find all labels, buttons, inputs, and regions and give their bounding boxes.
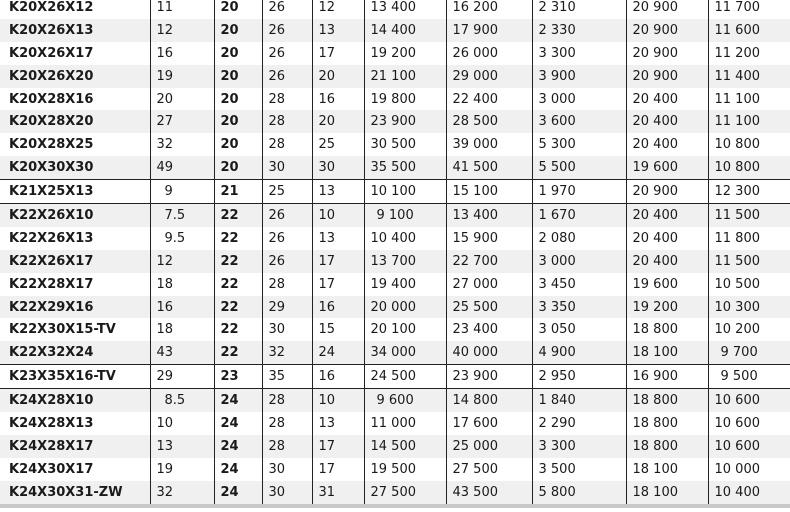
cell-reference-speed: 10 600 xyxy=(708,435,790,458)
cell-outer-diameter: 26 xyxy=(262,42,312,65)
cell-mass: 43 xyxy=(150,341,214,364)
cell-outer-diameter: 28 xyxy=(262,412,312,435)
cell-limiting-speed: 20 400 xyxy=(626,133,708,156)
cell-fatigue-load-limit: 2 080 xyxy=(532,227,626,250)
cell-width: 15 xyxy=(312,318,364,341)
cell-width: 24 xyxy=(312,341,364,364)
cell-shaft-diameter: 20 xyxy=(214,42,262,65)
cell-dynamic-load-rating: 20 000 xyxy=(364,296,446,319)
cell-limiting-speed: 20 900 xyxy=(626,180,708,204)
cell-fatigue-load-limit: 2 950 xyxy=(532,365,626,389)
cell-shaft-diameter: 20 xyxy=(214,110,262,133)
cell-mass: 8.5 xyxy=(150,389,214,412)
cell-reference-speed: 12 300 xyxy=(708,180,790,204)
cell-designation: K22X29X16 xyxy=(0,296,150,319)
cell-static-load-rating: 28 500 xyxy=(446,110,532,133)
cell-outer-diameter: 30 xyxy=(262,156,312,179)
cell-shaft-diameter: 22 xyxy=(214,341,262,364)
cell-mass: 32 xyxy=(150,133,214,156)
cell-outer-diameter: 28 xyxy=(262,389,312,412)
cell-designation: K22X32X24 xyxy=(0,341,150,364)
cell-limiting-speed: 20 400 xyxy=(626,227,708,250)
cell-designation: K24X30X17 xyxy=(9,461,94,477)
table-row xyxy=(0,318,790,341)
cell-limiting-speed: 19 600 xyxy=(626,156,708,179)
table-row xyxy=(0,110,790,133)
cell-width: 10 xyxy=(312,389,364,412)
cell-width: 17 xyxy=(312,42,364,65)
cell-shaft-diameter: 24 xyxy=(214,481,262,506)
table-row xyxy=(0,341,790,364)
cell-width: 17 xyxy=(312,250,364,273)
cell-dynamic-load-rating: 21 100 xyxy=(364,65,446,88)
cell-designation: K20X26X20 xyxy=(0,65,150,88)
cell-mass: 32 xyxy=(150,481,214,506)
cell-outer-diameter: 30 xyxy=(262,318,312,341)
cell-static-load-rating: 22 700 xyxy=(446,250,532,273)
cell-fatigue-load-limit: 5 300 xyxy=(532,133,626,156)
cell-designation: K22X28X17 xyxy=(9,276,94,292)
cell-reference-speed: 11 500 xyxy=(708,204,790,227)
cell-reference-speed: 10 500 xyxy=(708,273,790,296)
cell-designation: K22X26X13 xyxy=(9,230,94,246)
table-row xyxy=(0,133,790,156)
cell-limiting-speed: 18 800 xyxy=(626,318,708,341)
cell-dynamic-load-rating: 19 200 xyxy=(364,42,446,65)
cell-reference-speed: 10 600 xyxy=(708,412,790,435)
cell-reference-speed: 9 500 xyxy=(708,365,790,389)
cell-static-load-rating: 23 900 xyxy=(446,365,532,389)
cell-fatigue-load-limit: 2 330 xyxy=(532,19,626,42)
cell-reference-speed: 11 400 xyxy=(708,65,790,88)
cell-outer-diameter: 26 xyxy=(262,250,312,273)
cell-shaft-diameter: 20 xyxy=(214,156,262,179)
cell-mass: 19 xyxy=(150,458,214,481)
cell-mass: 18 xyxy=(150,273,214,296)
cell-static-load-rating: 25 000 xyxy=(446,435,532,458)
cell-dynamic-load-rating: 23 900 xyxy=(364,110,446,133)
cell-dynamic-load-rating: 13 700 xyxy=(364,250,446,273)
cell-mass: 16 xyxy=(150,296,214,319)
cell-dynamic-load-rating: 11 000 xyxy=(364,412,446,435)
cell-width: 30 xyxy=(312,156,364,179)
table-row xyxy=(0,250,790,273)
cell-reference-speed: 11 100 xyxy=(708,110,790,133)
cell-static-load-rating: 29 000 xyxy=(446,65,532,88)
cell-shaft-diameter: 24 xyxy=(214,412,262,435)
cell-reference-speed: 10 300 xyxy=(708,296,790,319)
table-row xyxy=(0,435,790,458)
cell-dynamic-load-rating: 9 600 xyxy=(364,389,446,412)
cell-mass: 16 xyxy=(150,42,214,65)
cell-reference-speed: 11 100 xyxy=(708,88,790,111)
cell-width: 25 xyxy=(312,133,364,156)
cell-shaft-diameter: 24 xyxy=(214,389,262,412)
cell-fatigue-load-limit: 3 000 xyxy=(532,250,626,273)
cell-shaft-diameter: 20 xyxy=(214,133,262,156)
cell-dynamic-load-rating: 24 500 xyxy=(364,365,446,389)
cell-shaft-diameter: 20 xyxy=(214,19,262,42)
cell-reference-speed: 10 400 xyxy=(708,481,790,506)
cell-dynamic-load-rating: 10 400 xyxy=(364,227,446,250)
cell-outer-diameter: 28 xyxy=(262,88,312,111)
table-row xyxy=(0,365,790,389)
cell-shaft-diameter: 22 xyxy=(214,296,262,319)
table-row xyxy=(0,273,790,296)
cell-shaft-diameter: 20 xyxy=(214,88,262,111)
cell-mass: 13 xyxy=(150,435,214,458)
cell-designation: K20X26X12 xyxy=(9,0,94,15)
cell-limiting-speed: 18 800 xyxy=(626,435,708,458)
cell-limiting-speed: 20 900 xyxy=(626,0,708,19)
cell-width: 13 xyxy=(312,412,364,435)
cell-width: 16 xyxy=(312,296,364,319)
cell-outer-diameter: 28 xyxy=(262,110,312,133)
cell-fatigue-load-limit: 1 670 xyxy=(532,204,626,227)
cell-designation: K24X28X10 xyxy=(0,389,150,412)
cell-static-load-rating: 14 800 xyxy=(446,389,532,412)
cell-shaft-diameter: 23 xyxy=(214,365,262,389)
cell-dynamic-load-rating: 34 000 xyxy=(364,341,446,364)
cell-limiting-speed: 19 600 xyxy=(626,273,708,296)
cell-reference-speed: 10 600 xyxy=(708,389,790,412)
cell-dynamic-load-rating: 14 500 xyxy=(364,435,446,458)
cell-limiting-speed: 19 200 xyxy=(626,296,708,319)
cell-outer-diameter: 29 xyxy=(262,296,312,319)
cell-fatigue-load-limit: 3 900 xyxy=(532,65,626,88)
table-row xyxy=(0,88,790,111)
cell-dynamic-load-rating: 9 100 xyxy=(364,204,446,227)
cell-mass: 20 xyxy=(150,88,214,111)
cell-reference-speed: 11 800 xyxy=(708,227,790,250)
cell-width: 13 xyxy=(312,19,364,42)
cell-designation: K20X30X30 xyxy=(0,156,150,179)
cell-limiting-speed: 20 400 xyxy=(626,250,708,273)
cell-static-load-rating: 27 500 xyxy=(446,458,532,481)
cell-shaft-diameter: 20 xyxy=(214,0,262,19)
cell-dynamic-load-rating: 19 400 xyxy=(364,273,446,296)
cell-static-load-rating: 22 400 xyxy=(446,88,532,111)
cell-reference-speed: 10 800 xyxy=(708,156,790,179)
cell-outer-diameter: 26 xyxy=(262,227,312,250)
cell-fatigue-load-limit: 1 970 xyxy=(532,180,626,204)
table-row xyxy=(0,389,790,412)
cell-static-load-rating: 13 400 xyxy=(446,204,532,227)
cell-fatigue-load-limit: 3 300 xyxy=(532,42,626,65)
cell-width: 13 xyxy=(312,180,364,204)
cell-fatigue-load-limit: 3 050 xyxy=(532,318,626,341)
table-row xyxy=(0,65,790,88)
cell-static-load-rating: 16 200 xyxy=(446,0,532,19)
cell-fatigue-load-limit: 3 000 xyxy=(532,88,626,111)
cell-limiting-speed: 20 400 xyxy=(626,110,708,133)
table-row xyxy=(0,481,790,506)
cell-outer-diameter: 26 xyxy=(262,65,312,88)
cell-width: 20 xyxy=(312,110,364,133)
table-row xyxy=(0,0,790,19)
cell-limiting-speed: 20 900 xyxy=(626,42,708,65)
cell-fatigue-load-limit: 1 840 xyxy=(532,389,626,412)
cell-mass: 7.5 xyxy=(150,204,214,227)
cell-designation: K24X28X17 xyxy=(0,435,150,458)
cell-static-load-rating: 39 000 xyxy=(446,133,532,156)
cell-mass: 12 xyxy=(150,19,214,42)
cell-static-load-rating: 27 000 xyxy=(446,273,532,296)
cell-mass: 9.5 xyxy=(150,227,214,250)
cell-dynamic-load-rating: 13 400 xyxy=(364,0,446,19)
cell-dynamic-load-rating: 19 500 xyxy=(364,458,446,481)
cell-width: 31 xyxy=(312,481,364,506)
table-row xyxy=(0,458,790,481)
cell-mass: 19 xyxy=(150,65,214,88)
cell-width: 10 xyxy=(312,204,364,227)
cell-static-load-rating: 41 500 xyxy=(446,156,532,179)
cell-limiting-speed: 20 900 xyxy=(626,65,708,88)
cell-static-load-rating: 25 500 xyxy=(446,296,532,319)
cell-shaft-diameter: 22 xyxy=(214,227,262,250)
cell-static-load-rating: 17 600 xyxy=(446,412,532,435)
cell-static-load-rating: 17 900 xyxy=(446,19,532,42)
cell-reference-speed: 11 700 xyxy=(708,0,790,19)
cell-outer-diameter: 26 xyxy=(262,204,312,227)
cell-static-load-rating: 40 000 xyxy=(446,341,532,364)
cell-shaft-diameter: 24 xyxy=(214,435,262,458)
cell-limiting-speed: 20 900 xyxy=(626,19,708,42)
table-row xyxy=(0,156,790,179)
cell-outer-diameter: 25 xyxy=(262,180,312,204)
cell-outer-diameter: 26 xyxy=(262,19,312,42)
cell-shaft-diameter: 22 xyxy=(214,250,262,273)
cell-width: 17 xyxy=(312,435,364,458)
cell-designation: K20X28X16 xyxy=(9,91,94,107)
table-row xyxy=(0,227,790,250)
cell-fatigue-load-limit: 2 310 xyxy=(532,0,626,19)
cell-shaft-diameter: 20 xyxy=(214,65,262,88)
cell-designation: K22X26X17 xyxy=(0,250,150,273)
cell-designation: K20X26X13 xyxy=(0,19,150,42)
cell-dynamic-load-rating: 30 500 xyxy=(364,133,446,156)
cell-static-load-rating: 43 500 xyxy=(446,481,532,506)
cell-mass: 29 xyxy=(150,365,214,389)
cell-designation: K20X28X20 xyxy=(0,110,150,133)
cell-reference-speed: 11 500 xyxy=(708,250,790,273)
cell-reference-speed: 10 000 xyxy=(708,458,790,481)
cell-dynamic-load-rating: 14 400 xyxy=(364,19,446,42)
cell-width: 20 xyxy=(312,65,364,88)
cell-dynamic-load-rating: 19 800 xyxy=(364,88,446,111)
cell-outer-diameter: 26 xyxy=(262,0,312,19)
table-row xyxy=(0,204,790,227)
table-row xyxy=(0,19,790,42)
cell-limiting-speed: 18 800 xyxy=(626,389,708,412)
cell-outer-diameter: 30 xyxy=(262,458,312,481)
cell-designation: K22X30X15-TV xyxy=(9,322,116,338)
cell-static-load-rating: 15 100 xyxy=(446,180,532,204)
cell-reference-speed: 11 200 xyxy=(708,42,790,65)
cell-fatigue-load-limit: 3 350 xyxy=(532,296,626,319)
cell-shaft-diameter: 22 xyxy=(214,318,262,341)
cell-dynamic-load-rating: 35 500 xyxy=(364,156,446,179)
cell-width: 17 xyxy=(312,458,364,481)
table-row xyxy=(0,42,790,65)
cell-outer-diameter: 30 xyxy=(262,481,312,506)
table-row xyxy=(0,412,790,435)
cell-width: 16 xyxy=(312,365,364,389)
cell-mass: 11 xyxy=(150,0,214,19)
cell-width: 12 xyxy=(312,0,364,19)
cell-designation: K24X28X13 xyxy=(9,415,94,431)
cell-static-load-rating: 26 000 xyxy=(446,42,532,65)
cell-dynamic-load-rating: 20 100 xyxy=(364,318,446,341)
cell-outer-diameter: 28 xyxy=(262,273,312,296)
cell-outer-diameter: 28 xyxy=(262,435,312,458)
cell-width: 16 xyxy=(312,88,364,111)
table-row xyxy=(0,296,790,319)
cell-limiting-speed: 18 100 xyxy=(626,458,708,481)
cell-reference-speed: 9 700 xyxy=(708,341,790,364)
cell-outer-diameter: 28 xyxy=(262,133,312,156)
cell-width: 13 xyxy=(312,227,364,250)
cell-dynamic-load-rating: 10 100 xyxy=(364,180,446,204)
cell-designation: K22X26X10 xyxy=(0,204,150,227)
cell-shaft-diameter: 21 xyxy=(214,180,262,204)
cell-shaft-diameter: 22 xyxy=(214,204,262,227)
cell-static-load-rating: 15 900 xyxy=(446,227,532,250)
cell-mass: 12 xyxy=(150,250,214,273)
cell-limiting-speed: 20 400 xyxy=(626,204,708,227)
cell-limiting-speed: 18 100 xyxy=(626,341,708,364)
cell-mass: 10 xyxy=(150,412,214,435)
cell-fatigue-load-limit: 5 800 xyxy=(532,481,626,506)
cell-mass: 9 xyxy=(150,180,214,204)
cell-width: 17 xyxy=(312,273,364,296)
cell-designation: K21X25X13 xyxy=(0,180,150,204)
cell-mass: 49 xyxy=(150,156,214,179)
cell-fatigue-load-limit: 5 500 xyxy=(532,156,626,179)
cell-static-load-rating: 23 400 xyxy=(446,318,532,341)
cell-limiting-speed: 16 900 xyxy=(626,365,708,389)
cell-limiting-speed: 20 400 xyxy=(626,88,708,111)
cell-limiting-speed: 18 800 xyxy=(626,412,708,435)
cell-fatigue-load-limit: 2 290 xyxy=(532,412,626,435)
cell-designation: K20X26X17 xyxy=(9,45,94,61)
cell-outer-diameter: 35 xyxy=(262,365,312,389)
cell-reference-speed: 11 600 xyxy=(708,19,790,42)
cell-limiting-speed: 18 100 xyxy=(626,481,708,506)
cell-designation: K20X28X25 xyxy=(9,137,94,153)
cell-mass: 27 xyxy=(150,110,214,133)
cell-mass: 18 xyxy=(150,318,214,341)
cell-fatigue-load-limit: 3 300 xyxy=(532,435,626,458)
cell-fatigue-load-limit: 3 600 xyxy=(532,110,626,133)
table-row xyxy=(0,180,790,204)
cell-designation: K23X35X16-TV xyxy=(0,365,150,389)
cell-outer-diameter: 32 xyxy=(262,341,312,364)
cell-shaft-diameter: 24 xyxy=(214,458,262,481)
cell-dynamic-load-rating: 27 500 xyxy=(364,481,446,506)
cell-fatigue-load-limit: 4 900 xyxy=(532,341,626,364)
cell-shaft-diameter: 22 xyxy=(214,273,262,296)
cell-fatigue-load-limit: 3 450 xyxy=(532,273,626,296)
cell-reference-speed: 10 800 xyxy=(708,133,790,156)
cell-reference-speed: 10 200 xyxy=(708,318,790,341)
cell-fatigue-load-limit: 3 500 xyxy=(532,458,626,481)
cell-designation: K24X30X31-ZW xyxy=(0,481,150,506)
